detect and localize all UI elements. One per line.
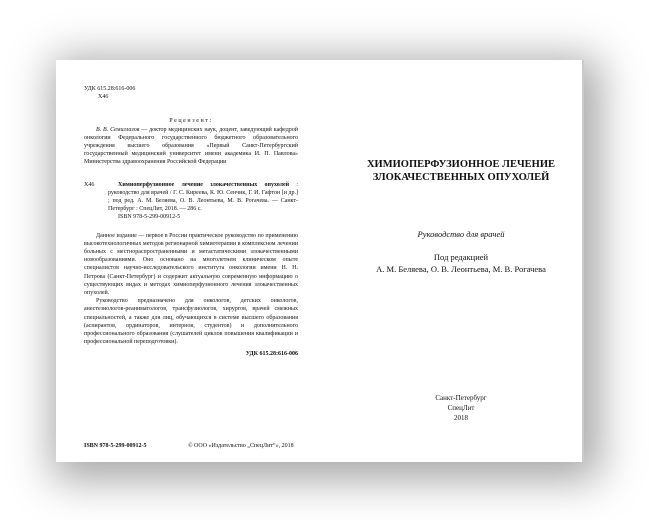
bib-code: Х46: [84, 181, 95, 188]
reviewer-text: — доктор медицинских наук, доцент, заведующий кафедрой онкологии Федерального государственного бюджетного образовательного учреждения высшего образования «Первый Санкт-Петербургский государственный медицинский университет имени академика И. П. Павлова» Министерства здравоохранения Российской Федерации: [84, 126, 298, 166]
reviewer-name: В. В. Семиглазов: [96, 126, 140, 133]
bottom-row: [84, 442, 298, 450]
book-spread: [56, 60, 584, 462]
bib-isbn: ISBN 978-5-299-00912-5: [118, 214, 181, 221]
annotation-paragraph-1: Данное издание — первое в России практическое руководство по применению высокотехнологичных методов регионарной химиотерапии в комплексном лечении больных с местнораспространенными и метастатическими злокачественными новообразованиями. Оно основано на многолетнем клиническом опыте специалистов научно-исследовательского института онкологии имени Н. Н. Петрова (Санкт-Петербург) и содержит актуальную современную информацию о существующих видах и методах химиоперфузионного лечения злокачественных опухолей.: [84, 232, 298, 297]
title-line-2: ЗЛОКАЧЕСТВЕННЫХ ОПУХОЛЕЙ: [372, 172, 550, 183]
reviewer-paragraph: [84, 126, 298, 167]
copyright: © ООО «Издательство „СпецЛит“», 2018: [188, 442, 294, 449]
bib-title: Химиоперфузионное лечение злокачественных опухолей: [118, 181, 290, 188]
year: 2018: [454, 414, 468, 422]
publisher: СпецЛит: [447, 404, 475, 412]
annotation-paragraph-2: Руководство предназначено для онкологов, детских онкологов, анестезиологов-реаниматологов, трансфузиологов, хирургов, врачей смежных специальностей, а также для лиц, обучающихся в системе высшего образования (аспирантов, ординаторов, интернов, студентов) и дополнительного профессионального образования (слушателей циклов повышения квалификации и профессиональной переподготовки).: [84, 298, 298, 346]
subtitle: Руководство для врачей: [417, 229, 505, 239]
title-line-1: ХИМИОПЕРФУЗИОННОЕ ЛЕЧЕНИЕ: [366, 159, 556, 170]
bib-record: [108, 181, 298, 214]
isbn-bottom: ISBN 978-5-299-00912-5: [84, 442, 147, 449]
imprint: [346, 393, 576, 423]
edited-by: Под редакцией: [433, 252, 489, 262]
bib-text: : руководство для врачей / Г. С. Киреева, К. Ю. Сенчик, Г. И. Гафтон [и др.] ; под ред. А. М. Беляева, О. В. Леонтьева, М. В. Рогачева. — Санкт-Петербург : СпецЛит, 2018. — 286 с.: [108, 181, 298, 213]
bib-record-row: [84, 181, 298, 222]
reviewer-heading: Рецензент:: [169, 118, 213, 125]
book-title: [346, 158, 576, 184]
code-top: Х46: [98, 94, 109, 101]
udk-bottom: УДК 615.28:616-006: [245, 351, 298, 358]
udk-top: УДК 615.28:616-006: [84, 86, 136, 92]
bib-record-body: [108, 181, 298, 222]
editors: А. М. Беляева, О. В. Леонтьева, М. В. Рогачева: [376, 264, 546, 274]
city: Санкт-Петербург: [435, 394, 487, 402]
left-page: [84, 85, 298, 450]
